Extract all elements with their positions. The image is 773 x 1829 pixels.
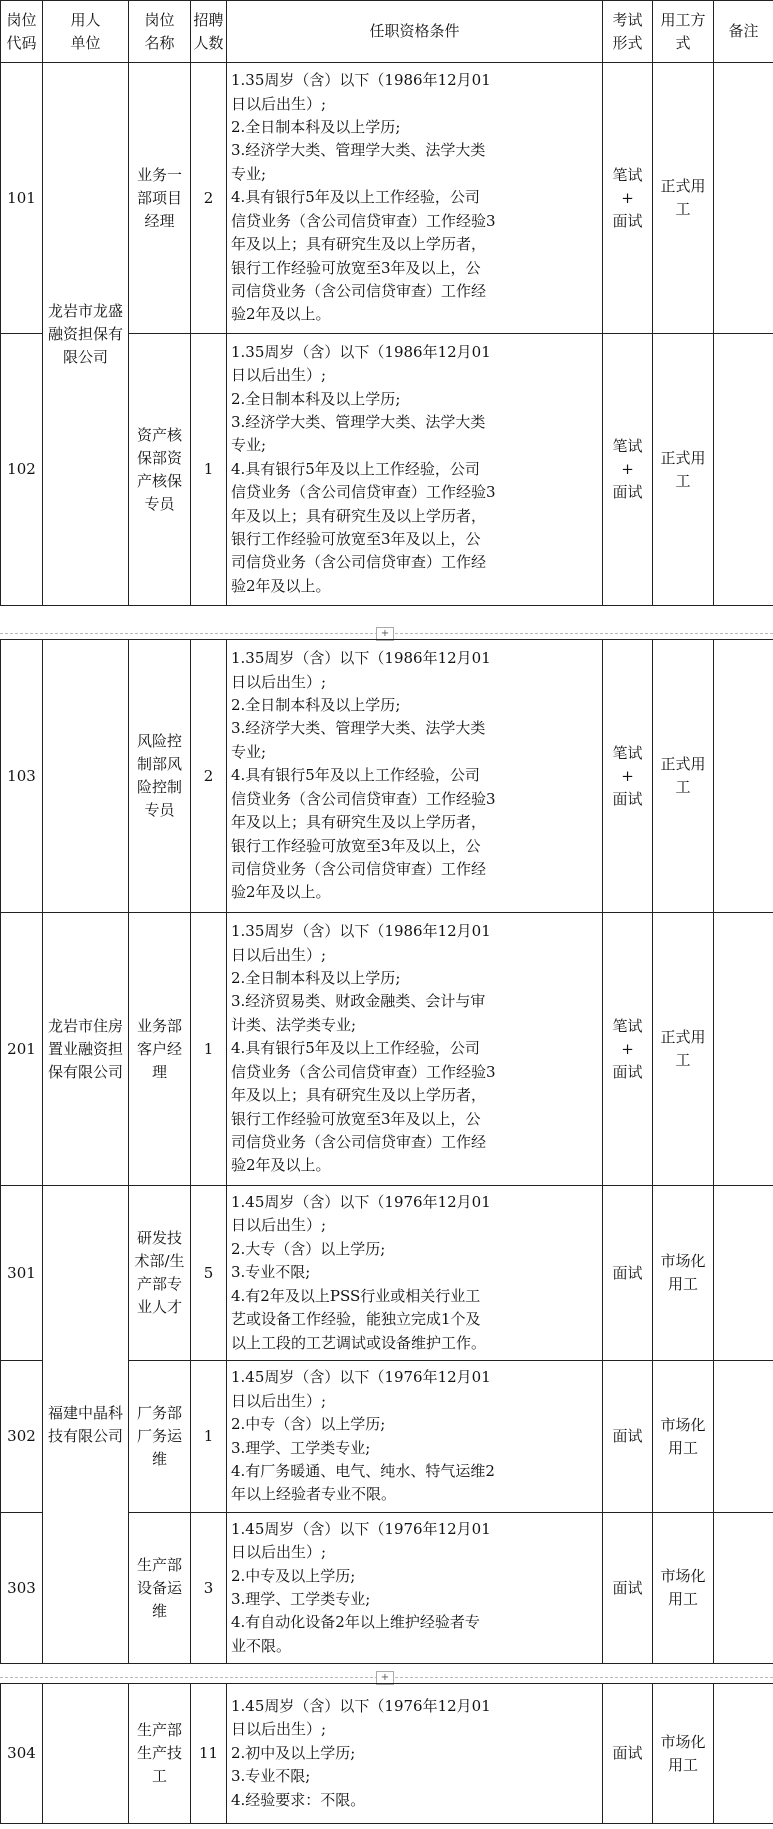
- employ-line: 正式用: [660, 755, 706, 773]
- requirement-line: 年及以上；具有研究生及以上学历者，: [231, 1086, 487, 1105]
- position-line: 险控制: [136, 778, 182, 796]
- requirement-line: 信贷业务（含公司信贷审查）工作经验3: [231, 789, 496, 808]
- employ-line: 市场化: [660, 1252, 706, 1270]
- header-employ: 用工方 式: [653, 1, 714, 63]
- requirement-line: 以上工段的工艺调试或设备维护工作。: [231, 1333, 487, 1352]
- requirement-line: 银行工作经验可放宽至3年及以上，公: [231, 258, 481, 277]
- position-line: 业人才: [136, 1298, 182, 1316]
- requirement-line: 3.专业不限;: [231, 1263, 311, 1282]
- exam-line: 笔试: [612, 743, 643, 762]
- table-row: [1, 1186, 773, 1361]
- position-line: 研发技: [136, 1229, 182, 1247]
- header-row: [1, 1, 773, 63]
- page-break: [0, 1673, 773, 1683]
- employ-line: 工: [675, 471, 691, 490]
- employ-line: 用工: [667, 1755, 698, 1774]
- requirement-line: 日以后出生）;: [231, 366, 327, 385]
- unit-cell: [43, 640, 129, 913]
- position-line: 理: [151, 1062, 167, 1081]
- employ-line: 正式用: [660, 177, 706, 195]
- requirement-line: 验2年及以上。: [231, 576, 331, 595]
- exam-cell: [603, 1186, 653, 1361]
- position-line: 设备运: [136, 1578, 182, 1597]
- unit-cell: [43, 1684, 129, 1824]
- count-cell: 5: [191, 1186, 227, 1361]
- count-cell: 11: [191, 1684, 227, 1824]
- position-cell: [129, 1186, 191, 1361]
- position-line: 风险控: [136, 732, 182, 750]
- unit-cell: 龙岩市龙盛 融资担保有 限公司: [43, 63, 129, 606]
- code-cell: 302: [1, 1361, 43, 1513]
- position-line: 资产核: [136, 425, 182, 444]
- exam-line: +: [621, 1039, 634, 1058]
- requirement-line: 4.具有银行5年及以上工作经验，公司: [231, 1039, 480, 1058]
- requirement-line: 验2年及以上。: [231, 1156, 331, 1175]
- requirement-line: 年以上经验者专业不限。: [231, 1485, 397, 1504]
- table-row: [1, 1684, 773, 1824]
- requirement-line: 信贷业务（含公司信贷审查）工作经验3: [231, 483, 496, 502]
- employ-line: 工: [675, 1051, 691, 1069]
- position-cell: [129, 1361, 191, 1513]
- requirement-line: 信贷业务（含公司信贷审查）工作经验3: [231, 1062, 496, 1081]
- position-cell: [129, 913, 191, 1186]
- table-row: [1, 913, 773, 1186]
- requirement-line: 年及以上；具有研究生及以上学历者，: [231, 506, 487, 525]
- requirement-line: 1.45周岁（含）以下（1976年12月01: [231, 1193, 491, 1212]
- requirement-line: 3.理学、工学类专业;: [231, 1438, 371, 1457]
- count-cell: 2: [191, 640, 227, 913]
- position-line: 专员: [144, 801, 175, 819]
- employ-line: 工: [675, 778, 691, 796]
- plus-icon: +: [376, 627, 394, 641]
- requirement-line: 艺或设备工作经验，能独立完成1个及: [231, 1310, 481, 1329]
- code-cell: 102: [1, 334, 43, 606]
- note-cell: [714, 1684, 773, 1824]
- exam-line: 面试: [612, 211, 643, 230]
- requirement-line: 日以后出生）;: [231, 945, 327, 964]
- code-cell: 303: [1, 1513, 43, 1664]
- requirement-line: 专业;: [231, 436, 267, 455]
- note-cell: [714, 1361, 773, 1513]
- plus-icon: +: [376, 1671, 394, 1685]
- header-position: 岗位 名称: [129, 1, 191, 63]
- position-line: 产核保: [136, 471, 182, 490]
- position-line: 业务部: [136, 1016, 182, 1035]
- table-row: [1, 640, 773, 913]
- requirement-line: 专业;: [231, 164, 267, 183]
- requirement-line: 2.大专（含）以上学历;: [231, 1239, 386, 1258]
- requirement-line: 司信贷业务（含公司信贷审查）工作经: [231, 1132, 487, 1151]
- requirement-line: 1.45周岁（含）以下（1976年12月01: [231, 1519, 491, 1538]
- position-line: 经理: [144, 211, 175, 230]
- requirements-cell: [227, 1684, 603, 1824]
- exam-line: +: [621, 460, 634, 478]
- count-cell: 1: [191, 1361, 227, 1513]
- requirement-line: 银行工作经验可放宽至3年及以上，公: [231, 1109, 481, 1128]
- position-line: 客户经: [136, 1039, 182, 1058]
- code-cell: 301: [1, 1186, 43, 1361]
- employ-cell: [653, 1361, 714, 1513]
- header-code: 岗位 代码: [1, 1, 43, 63]
- header-note: 备注: [714, 1, 773, 63]
- header-exam: 考试 形式: [603, 1, 653, 63]
- position-line: 部项目: [136, 188, 182, 207]
- position-line: 制部风: [136, 755, 182, 773]
- header-count: 招聘 人数: [191, 1, 227, 63]
- exam-line: +: [621, 766, 634, 785]
- exam-line: 笔试: [612, 437, 643, 455]
- note-cell: [714, 640, 773, 913]
- exam-line: 笔试: [612, 165, 643, 184]
- exam-line: 面试: [612, 483, 643, 501]
- requirement-line: 2.全日制本科及以上学历;: [231, 696, 401, 715]
- exam-line: 面试: [612, 789, 643, 808]
- position-cell: [129, 63, 191, 334]
- recruitment-table-part-1: [0, 0, 773, 606]
- requirement-line: 日以后出生）;: [231, 672, 327, 691]
- requirement-line: 1.35周岁（含）以下（1986年12月01: [231, 71, 491, 90]
- note-cell: [714, 913, 773, 1186]
- table-row: [1, 63, 773, 334]
- position-line: 产部专: [136, 1275, 182, 1293]
- position-line: 工: [151, 1767, 167, 1785]
- code-cell: 101: [1, 63, 43, 334]
- requirement-line: 4.有厂务暖通、电气、纯水、特气运维2: [231, 1461, 495, 1480]
- position-line: 维: [151, 1450, 167, 1468]
- requirement-line: 1.35周岁（含）以下（1986年12月01: [231, 649, 491, 668]
- employ-cell: [653, 1684, 714, 1824]
- requirement-line: 业不限。: [231, 1636, 292, 1655]
- requirements-cell: [227, 640, 603, 913]
- requirement-line: 日以后出生）;: [231, 1543, 327, 1562]
- requirement-line: 1.35周岁（含）以下（1986年12月01: [231, 342, 491, 361]
- position-line: 术部/生: [134, 1252, 185, 1270]
- requirement-line: 2.全日制本科及以上学历;: [231, 118, 401, 137]
- requirement-line: 日以后出生）;: [231, 1216, 327, 1235]
- requirement-line: 3.经济学大类、管理学大类、法学大类: [231, 719, 486, 738]
- count-cell: 3: [191, 1513, 227, 1664]
- position-line: 生产技: [136, 1744, 182, 1762]
- employ-line: 工: [675, 200, 691, 218]
- requirement-line: 专业;: [231, 742, 267, 761]
- requirement-line: 计类、法学类专业;: [231, 1015, 357, 1034]
- requirement-line: 2.中专（含）以上学历;: [231, 1415, 386, 1434]
- position-cell: [129, 1684, 191, 1824]
- requirement-line: 2.初中及以上学历;: [231, 1743, 356, 1762]
- exam-line: 笔试: [612, 1016, 643, 1035]
- employ-line: 用工: [667, 1438, 698, 1457]
- header-unit: 用人 单位: [43, 1, 129, 63]
- code-cell: 103: [1, 640, 43, 913]
- requirement-line: 4.具有银行5年及以上工作经验，公司: [231, 766, 480, 785]
- employ-line: 市场化: [660, 1567, 706, 1585]
- employ-cell: [653, 63, 714, 334]
- requirement-line: 4.经验要求：不限。: [231, 1790, 366, 1809]
- note-cell: [714, 1186, 773, 1361]
- requirement-line: 日以后出生）;: [231, 1720, 327, 1739]
- employ-cell: [653, 334, 714, 606]
- position-cell: [129, 1513, 191, 1664]
- count-cell: 1: [191, 913, 227, 1186]
- exam-cell: [603, 913, 653, 1186]
- requirements-cell: [227, 334, 603, 606]
- requirements-cell: [227, 1513, 603, 1664]
- employ-line: 用工: [667, 1590, 698, 1608]
- exam-cell: [603, 63, 653, 334]
- exam-line: 面试: [612, 1263, 643, 1282]
- requirement-line: 3.理学、工学类专业;: [231, 1590, 371, 1608]
- requirement-line: 4.具有银行5年及以上工作经验，公司: [231, 459, 480, 478]
- employ-line: 市场化: [660, 1415, 706, 1434]
- requirement-line: 司信贷业务（含公司信贷审查）工作经: [231, 281, 487, 300]
- position-line: 维: [151, 1601, 167, 1620]
- table-segment-1: [0, 0, 773, 606]
- recruitment-table-part-3: [0, 1683, 773, 1824]
- requirements-cell: [227, 63, 603, 334]
- exam-line: 面试: [612, 1062, 643, 1081]
- requirement-line: 验2年及以上。: [231, 883, 331, 902]
- requirement-line: 3.经济学大类、管理学大类、法学大类: [231, 141, 486, 160]
- employ-cell: [653, 1513, 714, 1664]
- exam-line: 面试: [612, 1578, 643, 1597]
- count-cell: 1: [191, 334, 227, 606]
- requirements-cell: [227, 913, 603, 1186]
- requirement-line: 3.经济学大类、管理学大类、法学大类: [231, 412, 486, 431]
- employ-line: 用工: [667, 1275, 698, 1293]
- note-cell: [714, 63, 773, 334]
- position-line: 业务一: [136, 165, 182, 184]
- requirement-line: 司信贷业务（含公司信贷审查）工作经: [231, 553, 487, 572]
- table-segment-2: [0, 639, 773, 1664]
- exam-line: 面试: [612, 1744, 643, 1762]
- requirements-cell: [227, 1186, 603, 1361]
- position-line: 厂务运: [136, 1427, 182, 1445]
- requirement-line: 银行工作经验可放宽至3年及以上，公: [231, 836, 481, 855]
- position-cell: [129, 640, 191, 913]
- position-line: 生产部: [136, 1555, 182, 1574]
- exam-line: +: [621, 188, 634, 207]
- requirement-line: 年及以上；具有研究生及以上学历者，: [231, 235, 487, 254]
- requirement-line: 1.45周岁（含）以下（1976年12月01: [231, 1696, 491, 1715]
- requirement-line: 2.全日制本科及以上学历;: [231, 389, 401, 408]
- requirement-line: 1.45周岁（含）以下（1976年12月01: [231, 1368, 491, 1387]
- position-line: 生产部: [136, 1721, 182, 1739]
- note-cell: [714, 1513, 773, 1664]
- exam-cell: [603, 1361, 653, 1513]
- requirement-line: 3.经济贸易类、财政金融类、会计与审: [231, 992, 486, 1011]
- code-cell: 201: [1, 913, 43, 1186]
- employ-line: 正式用: [660, 1028, 706, 1046]
- requirement-line: 4.有自动化设备2年以上维护经验者专: [231, 1613, 480, 1632]
- unit-cell: 龙岩市住房 置业融资担 保有限公司: [43, 913, 129, 1186]
- count-cell: 2: [191, 63, 227, 334]
- requirement-line: 3.专业不限;: [231, 1767, 311, 1786]
- exam-cell: [603, 640, 653, 913]
- employ-line: 市场化: [660, 1732, 706, 1751]
- requirement-line: 司信贷业务（含公司信贷审查）工作经: [231, 859, 487, 878]
- note-cell: [714, 334, 773, 606]
- employ-cell: [653, 640, 714, 913]
- requirement-line: 2.全日制本科及以上学历;: [231, 969, 401, 988]
- employ-cell: [653, 1186, 714, 1361]
- exam-cell: [603, 1684, 653, 1824]
- page-break: [0, 629, 773, 639]
- position-cell: [129, 334, 191, 606]
- header-requirements: 任职资格条件: [227, 1, 603, 63]
- requirement-line: 4.具有银行5年及以上工作经验，公司: [231, 188, 480, 207]
- position-line: 厂务部: [136, 1404, 182, 1422]
- position-line: 保部资: [136, 448, 182, 467]
- table-segment-3: [0, 1683, 773, 1824]
- requirement-line: 信贷业务（含公司信贷审查）工作经验3: [231, 211, 496, 230]
- requirement-line: 1.35周岁（含）以下（1986年12月01: [231, 922, 491, 941]
- requirement-line: 银行工作经验可放宽至3年及以上，公: [231, 530, 481, 549]
- requirement-line: 年及以上；具有研究生及以上学历者，: [231, 813, 487, 832]
- requirement-line: 2.中专及以上学历;: [231, 1566, 356, 1585]
- requirement-line: 验2年及以上。: [231, 305, 331, 324]
- employ-line: 正式用: [660, 448, 706, 467]
- code-cell: 304: [1, 1684, 43, 1824]
- unit-cell: 福建中晶科 技有限公司: [43, 1186, 129, 1664]
- requirement-line: 4.有2年及以上PSS行业或相关行业工: [231, 1286, 481, 1305]
- employ-cell: [653, 913, 714, 1186]
- requirements-cell: [227, 1361, 603, 1513]
- requirement-line: 日以后出生）;: [231, 1391, 327, 1410]
- exam-cell: [603, 334, 653, 606]
- exam-line: 面试: [612, 1427, 643, 1445]
- position-line: 专员: [144, 494, 175, 513]
- requirement-line: 日以后出生）;: [231, 94, 327, 113]
- exam-cell: [603, 1513, 653, 1664]
- recruitment-table-part-2: [0, 639, 773, 1664]
